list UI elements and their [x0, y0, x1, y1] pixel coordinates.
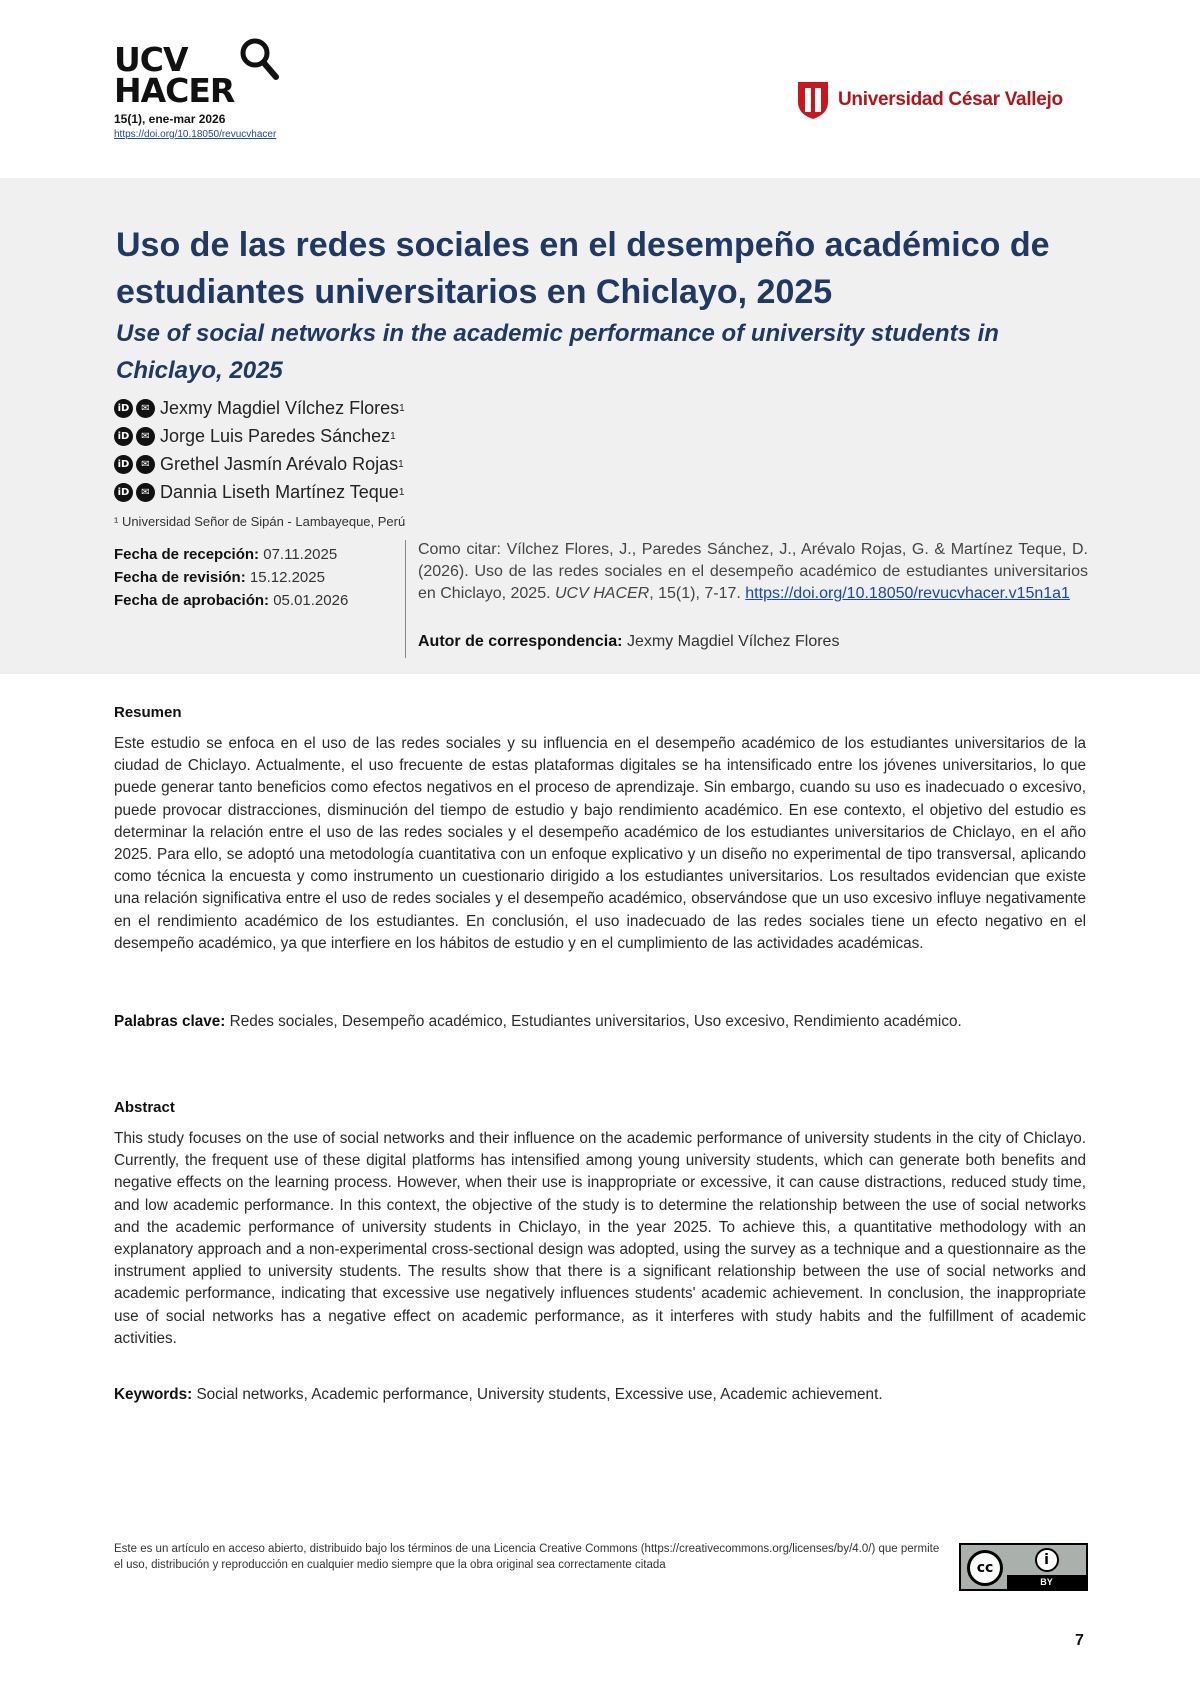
- resumen-keywords: [114, 1011, 1086, 1033]
- orcid-icon[interactable]: iD: [114, 483, 133, 502]
- attribution-icon: i: [1035, 1548, 1059, 1572]
- abstract-text: This study focuses on the use of social networks and their influence on the academic performance of university students in the city of Chiclayo. Currently, the frequent use of these digital platforms has intensified among young university students, which can generate both benefits and negative effects on the learning process. However, when their use is inappropriate or excessive, it can cause distractions, reduced study time, and low academic performance. In this context, the objective of the study is to determine the relationship between the use of social networks and the academic performance of university students in Chiclayo, in the year 2025. To achieve this, a quantitative methodology with an explanatory approach and a non-experimental cross-sectional design was adopted, using the survey as a technique and a questionnaire as the instrument applied to university students. The results show that there is a significant relationship between the use of social networks and academic performance, indicating that excessive use negatively influences students' academic achievement. In conclusion, the inappropriate use of social networks has a negative effect on academic performance, as it interferes with study habits and the fulfillment of academic activities.: [114, 1130, 1086, 1347]
- cc-by-license-badge[interactable]: [959, 1543, 1088, 1591]
- page-number: 7: [1075, 1632, 1084, 1649]
- approved-date: 05.01.2026: [273, 592, 349, 609]
- issue-info: 15(1), ene-mar 2026: [114, 112, 226, 126]
- author-affiliation-mark: 1: [398, 486, 405, 498]
- magnifier-icon: [238, 36, 280, 82]
- citation-journal: UCV HACER: [554, 585, 650, 602]
- vertical-divider: [405, 540, 406, 658]
- correspondence-name: Jexmy Magdiel Vílchez Flores: [626, 633, 840, 650]
- approved-date-row: [114, 589, 348, 612]
- email-icon[interactable]: ✉: [136, 399, 155, 418]
- resumen-heading: Resumen: [114, 704, 182, 721]
- received-date-row: [114, 543, 348, 566]
- author-name: Jexmy Magdiel Vílchez Flores: [160, 397, 400, 418]
- article-title-es: Uso de las redes sociales en el desempeño académico de estudiantes universitarios en Chiclayo, 2025: [116, 226, 1050, 311]
- license-text: Este es un artículo en acceso abierto, distribuido bajo los términos de una Licencia Creative Commons (https://creativecommons.org/licenses/by/4.0/) que permite el uso, distribución y reproducción en cualquier medio siempre que la obra original sea correctamente citada: [114, 1543, 940, 1571]
- resumen-text: Este estudio se enfoca en el uso de las redes sociales y su influencia en el desempeño académico de los estudiantes universitarios de la ciudad de Chiclayo. Actualmente, el uso frecuente de estas plataformas digitales se ha intensificado entre los jóvenes universitarios, lo que puede generar tanto beneficios como efectos negativos en el proceso de aprendizaje. Sin embargo, cuando su uso es inadecuado o excesivo, puede provocar distracciones, disminución del tiempo de estudio y bajo rendimiento académico. En ese contexto, el objetivo del estudio es determinar la relación entre el uso de las redes sociales y el desempeño académico de los estudiantes universitarios de Chiclayo, en el año 2025. Para ello, se adoptó una metodología cuantitativa con un enfoque explicativo y un diseño no experimental de tipo transversal, aplicando como técnica la encuesta y como instrumento un cuestionario dirigido a los estudiantes universitarios. Los resultados evidencian que existe una relación significativa entre el uso de redes sociales y el desempeño académico, observándose que un uso excesivo influye negativamente en el rendimiento académico de los estudiantes. En conclusión, el uso inadecuado de las redes sociales tiene un efecto negativo en el desempeño académico, ya que interfiere en los hábitos de estudio y en el cumplimiento de las actividades académicas.: [114, 735, 1086, 952]
- resumen-keywords-label: Palabras clave:: [114, 1013, 226, 1030]
- cc-icon: cc: [967, 1550, 1003, 1586]
- citation-volume: , 15(1), 7-17.: [649, 585, 741, 602]
- received-date: 07.11.2025: [263, 546, 338, 563]
- author-name: Grethel Jasmín Arévalo Rojas: [160, 453, 399, 474]
- email-icon[interactable]: ✉: [136, 455, 155, 474]
- journal-name-line1: UCV: [114, 40, 188, 79]
- abstract-keywords-label: Keywords:: [114, 1386, 193, 1403]
- citation-doi-link[interactable]: https://doi.org/10.18050/revucvhacer.v15n1a1: [745, 585, 1070, 602]
- revised-date-row: [114, 566, 348, 589]
- journal-logo: [114, 40, 280, 140]
- email-icon[interactable]: ✉: [136, 427, 155, 446]
- article-title-en: Use of social networks in the academic performance of university students in Chiclayo, 2025: [116, 320, 999, 384]
- university-name: Universidad César Vallejo: [838, 89, 1063, 110]
- author-name: Jorge Luis Paredes Sánchez: [160, 425, 391, 446]
- citation-block: [418, 539, 1088, 605]
- university-logo: [796, 80, 1063, 120]
- author-list: [114, 394, 405, 506]
- author-affiliation-mark: 1: [390, 430, 396, 442]
- by-icon-area: [1007, 1545, 1086, 1575]
- abstract-keywords-list: Social networks, Academic performance, University students, Excessive use, Academic achievement.: [196, 1386, 883, 1403]
- author-item: [114, 478, 405, 506]
- correspondence-label: Autor de correspondencia:: [418, 633, 623, 650]
- author-item: [114, 450, 405, 478]
- citation-text: Como citar: Vílchez Flores, J., Paredes Sánchez, J., Arévalo Rojas, G. & Martínez Teque, D. (2026). Uso de las redes sociales en el desempeño académico de estudiantes universitarios en Chiclayo, 2025.: [418, 541, 1088, 602]
- author-item: [114, 422, 405, 450]
- approved-label: Fecha de aprobación:: [114, 592, 270, 609]
- correspondence: [418, 633, 839, 651]
- article-dates: [114, 543, 348, 612]
- university-shield-icon: [796, 80, 830, 120]
- journal-doi-link[interactable]: https://doi.org/10.18050/revucvhacer: [114, 129, 277, 140]
- abstract-keywords: [114, 1384, 1086, 1406]
- received-label: Fecha de recepción:: [114, 546, 260, 563]
- author-name: Dannia Liseth Martínez Teque: [160, 481, 399, 502]
- by-label: BY: [1007, 1575, 1086, 1589]
- abstract-heading: Abstract: [114, 1099, 175, 1116]
- resumen-keywords-list: Redes sociales, Desempeño académico, Estudiantes universitarios, Uso excesivo, Rendimiento académico.: [229, 1013, 962, 1030]
- author-affiliation-mark: 1: [398, 458, 404, 470]
- journal-name-line2: HACER: [114, 71, 235, 110]
- orcid-icon[interactable]: iD: [114, 427, 133, 446]
- orcid-icon[interactable]: iD: [114, 399, 133, 418]
- revised-date: 15.12.2025: [249, 569, 325, 586]
- revised-label: Fecha de revisión:: [114, 569, 246, 586]
- affiliation: ¹ Universidad Señor de Sipán - Lambayeque, Perú: [114, 514, 406, 529]
- author-item: [114, 394, 405, 422]
- orcid-icon[interactable]: iD: [114, 455, 133, 474]
- email-icon[interactable]: ✉: [136, 483, 155, 502]
- author-affiliation-mark: 1: [399, 402, 405, 414]
